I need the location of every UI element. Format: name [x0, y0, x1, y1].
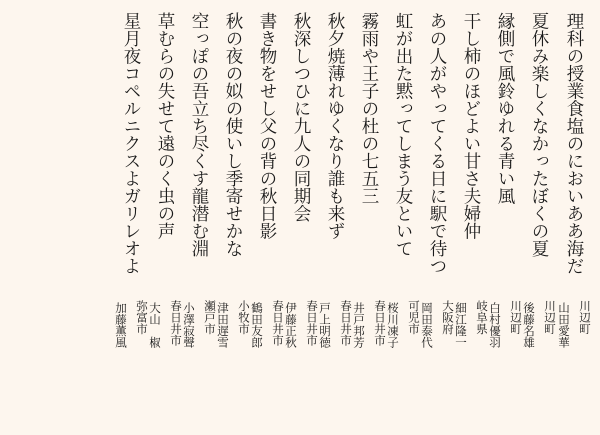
poet-city: 春日井市 [305, 300, 319, 346]
poet-credit [420, 300, 454, 430]
poet-credit [284, 300, 318, 430]
poet-credit [148, 300, 182, 430]
poet-city: 春日井市 [169, 300, 183, 346]
poem-text: 秋深しつひに九人の同期会 [291, 12, 311, 222]
poet-name: 大山 椒 [148, 302, 162, 348]
poet-name: 後藤名雄 [522, 302, 536, 348]
poem-text: 干し柿のほどよい甘さ夫婦仲 [461, 12, 481, 240]
poem-text: 草むらの失せて遠のく虫の声 [155, 12, 175, 240]
poet-credit [250, 300, 284, 430]
poet-city: 小牧市 [237, 300, 251, 335]
poet-name: 細江隆一 [454, 302, 468, 348]
poet-name: 白村優羽 [488, 302, 502, 348]
poet-credit [216, 300, 250, 430]
poet-city: 瀬戸市 [203, 300, 217, 335]
poem-text: 空っぽの吾立ち尽くす龍潜む淵 [189, 12, 209, 257]
poet-name: 岡田泰代 [420, 302, 434, 348]
poet-city: 川辺町 [578, 300, 592, 335]
poet-name: 小澤寂聲 [182, 302, 196, 348]
poet-city: 春日井市 [339, 300, 353, 346]
poem-text: 霧雨や王子の杜の七五三 [359, 12, 379, 205]
poet-city: 大阪府 [441, 300, 455, 335]
poet-name: 伊藤正秋 [284, 302, 298, 348]
poet-city: 岐阜県 [475, 300, 489, 335]
poem-text: 理科の授業食塩のにおいああ海だ [564, 12, 584, 275]
poet-city: 可児市 [407, 300, 421, 335]
poem-text: 縁側で風鈴ゆれる青い風 [495, 12, 515, 205]
poet-city: 弥富市 [135, 300, 149, 335]
poet-credit [114, 300, 148, 430]
poet-credit [182, 300, 216, 430]
poet-name: 加藤薫風 [114, 302, 128, 348]
poet-credit [488, 300, 522, 430]
poet-name: 津田遅雪 [216, 302, 230, 348]
poem-text: あの人がやってくる日に駅で待つ [427, 12, 447, 275]
poet-city: 川辺町 [509, 300, 523, 335]
poet-credit [557, 300, 591, 430]
poet-credit [352, 300, 386, 430]
poet-credit [454, 300, 488, 430]
poet-name: 鶴田友郎 [250, 302, 264, 348]
poem-text: 秋夕焼薄れゆくなり誰も来ず [325, 12, 345, 240]
poet-city: 春日井市 [271, 300, 285, 346]
poem-text: 虹が出た黙ってしまう友といて [393, 12, 413, 257]
poem-text: 星月夜コペルニクスよガリレオよ [121, 12, 141, 275]
poet-name: 戸上明徳 [318, 302, 332, 348]
poet-credit [318, 300, 352, 430]
poet-name: 山田愛華 [557, 302, 571, 348]
poet-credit [386, 300, 420, 430]
poet-name: 井戸邦芳 [352, 302, 366, 348]
poet-city: 春日井市 [373, 300, 387, 346]
poem-text: 秋の夜の姒の使いし季寄せかな [223, 12, 243, 257]
poet-name: 桜川凍子 [386, 302, 400, 348]
poet-credit [522, 300, 556, 430]
poet-city: 川辺町 [543, 300, 557, 335]
poem-text: 書き物をせし父の背の秋日影 [257, 12, 277, 240]
poem-text: 夏休み楽しくなかったぼくの夏 [529, 12, 549, 257]
